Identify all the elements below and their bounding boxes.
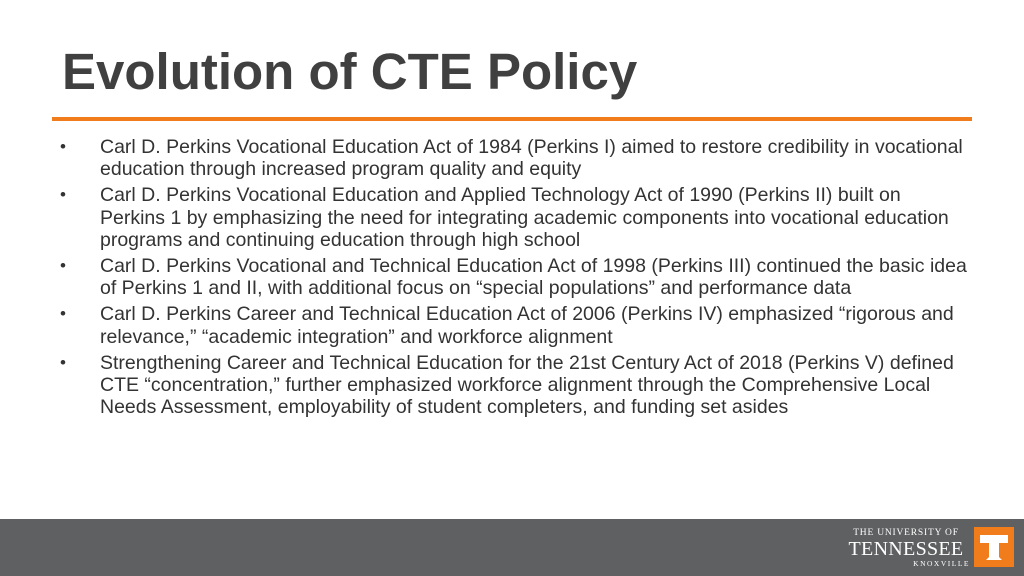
logo-line-university-of: THE UNIVERSITY OF [853,528,959,538]
bullet-marker: • [60,256,66,276]
bullet-text: Carl D. Perkins Career and Technical Education Act of 2006 (Perkins IV) emphasized “rigorous and relevance,” “academic integration” and workforce alignment [100,303,954,348]
bullet-marker: • [60,304,66,324]
bullet-item-perkins-1 [60,136,970,180]
power-t-icon [974,527,1014,567]
bullet-item-perkins-2 [60,184,970,251]
bullet-item-perkins-4 [60,303,970,347]
bullet-marker: • [60,185,66,205]
logo-line-tennessee: TENNESSEE [848,538,964,560]
power-t-glyph [977,530,1011,564]
bullet-text: Carl D. Perkins Vocational Education Act of 1984 (Perkins I) aimed to restore credibility in vocational education through increased program quality and equity [100,136,963,181]
logo-line-knoxville: KNOXVILLE [913,559,970,568]
bullet-marker: • [60,137,66,156]
bullet-list [60,136,970,422]
university-logo-wordmark [842,528,970,568]
bullet-text: Strengthening Career and Technical Education for the 21st Century Act of 2018 (Perkins V) defined CTE “concentration,” further emphasized workforce alignment through the Comprehensive Local Needs Assessment, employability of student completers, and funding set asides [100,351,954,419]
bullet-marker: • [60,352,66,372]
bullet-item-perkins-5 [60,352,970,419]
title-divider [52,117,972,121]
bullet-item-perkins-3 [60,255,970,299]
bullet-text: Carl D. Perkins Vocational Education and Applied Technology Act of 1990 (Perkins II) built on Perkins 1 by emphasizing the need for integrating academic components into vocational education programs and continuing education through high school [100,184,949,251]
slide-title: Evolution of CTE Policy [62,43,638,100]
bullet-text: Carl D. Perkins Vocational and Technical Education Act of 1998 (Perkins III) continued the basic idea of Perkins 1 and II, with additional focus on “special populations” and performance data [100,255,967,300]
